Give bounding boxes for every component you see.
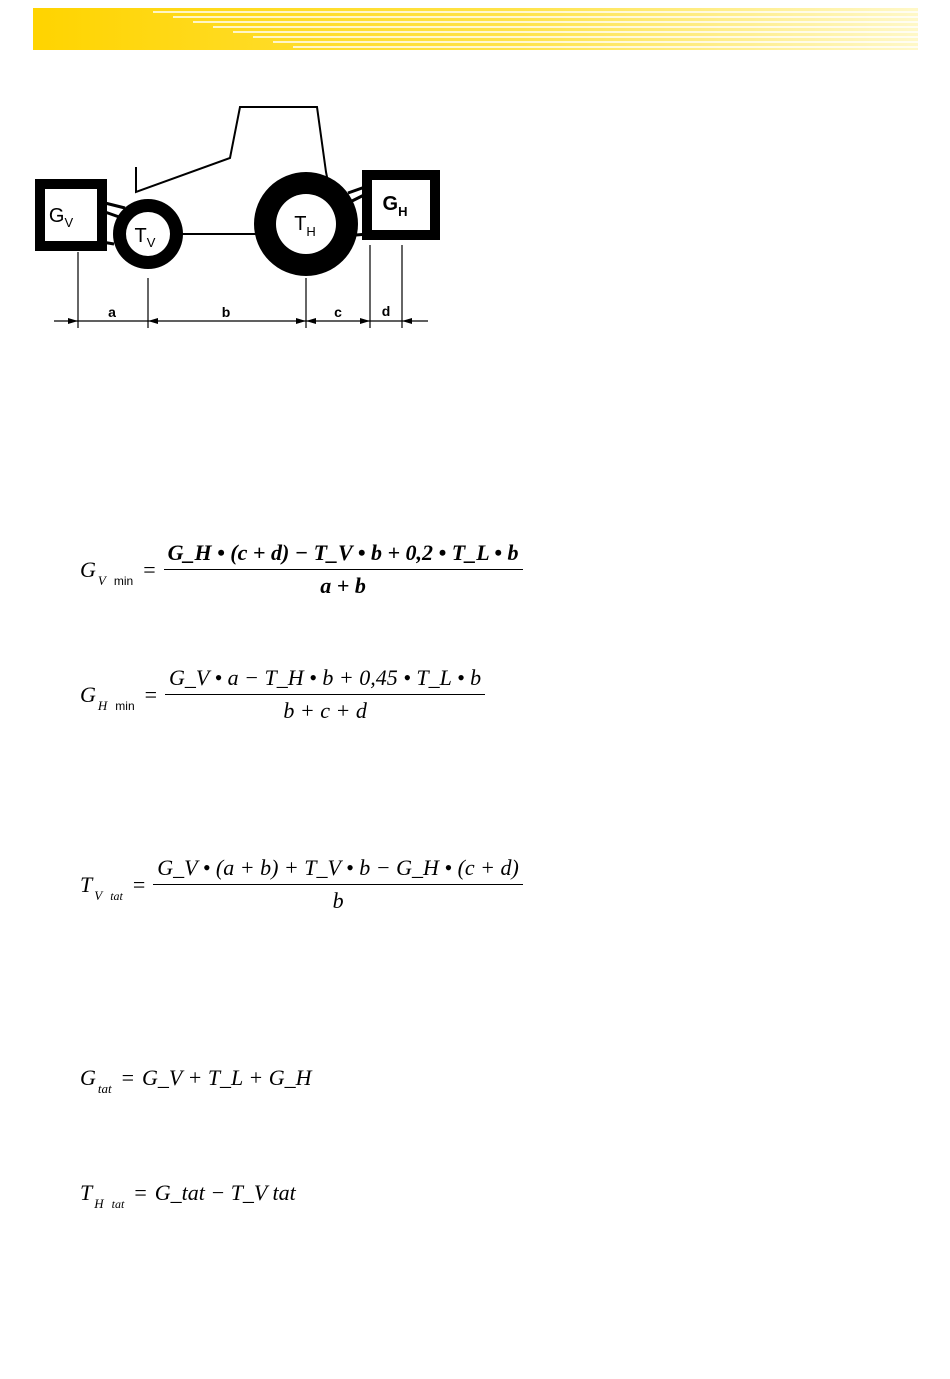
formula-g-tat: G tat = G_V + T_L + G_H	[80, 1065, 312, 1096]
gh-label: G	[382, 193, 399, 215]
formula-th-tat: T H tat = G_tat − T_V tat	[80, 1180, 296, 1211]
formula-rhs: G_tat − T_V tat	[154, 1180, 296, 1205]
dim-d: d	[381, 303, 391, 319]
dim-c: c	[334, 304, 342, 320]
header-banner	[33, 8, 918, 50]
dim-a: a	[108, 304, 116, 320]
tv-label: T	[134, 225, 147, 247]
svg-text:GV: $G_V$	[48, 205, 74, 230]
formula-numerator: G_V • (a + b) + T_V • b − G_H • (c + d)	[153, 855, 523, 885]
gv-label: G	[48, 205, 65, 227]
formula-rhs: G_V + T_L + G_H	[142, 1065, 312, 1090]
formula-numerator: G_V • a − T_H • b + 0,45 • T_L • b	[165, 665, 485, 695]
formula-gh-min: G H min = $\frac{G\_V • a - T\_H • b + 0,45 • T\_L • b}{b + c + d}$	[80, 665, 485, 724]
dim-b: b	[221, 304, 231, 320]
formula-gv-min: G V min = $\frac{G\_H • (c + d) - T\_V • b + 0,2 • T\_L • b}{a + b}$	[80, 540, 523, 599]
formula-tv-tat: T V tat = $\frac{G\_V • (a + b) + T\_V • b - G\_H • (c + d)}{b}$	[80, 855, 523, 914]
tractor-ballast-diagram	[30, 100, 450, 340]
formula-denominator: a + b	[320, 573, 366, 598]
formula-numerator: G_H • (c + d) − T_V • b + 0,2 • T_L • b	[164, 540, 523, 570]
svg-text:TH: $T_H$	[294, 213, 316, 239]
svg-text:TV: $T_V$	[134, 225, 156, 250]
th-label: T	[294, 213, 307, 235]
svg-text:GH: $G_H$	[382, 193, 408, 219]
formula-denominator: b	[332, 888, 344, 913]
formula-denominator: b + c + d	[283, 698, 367, 723]
